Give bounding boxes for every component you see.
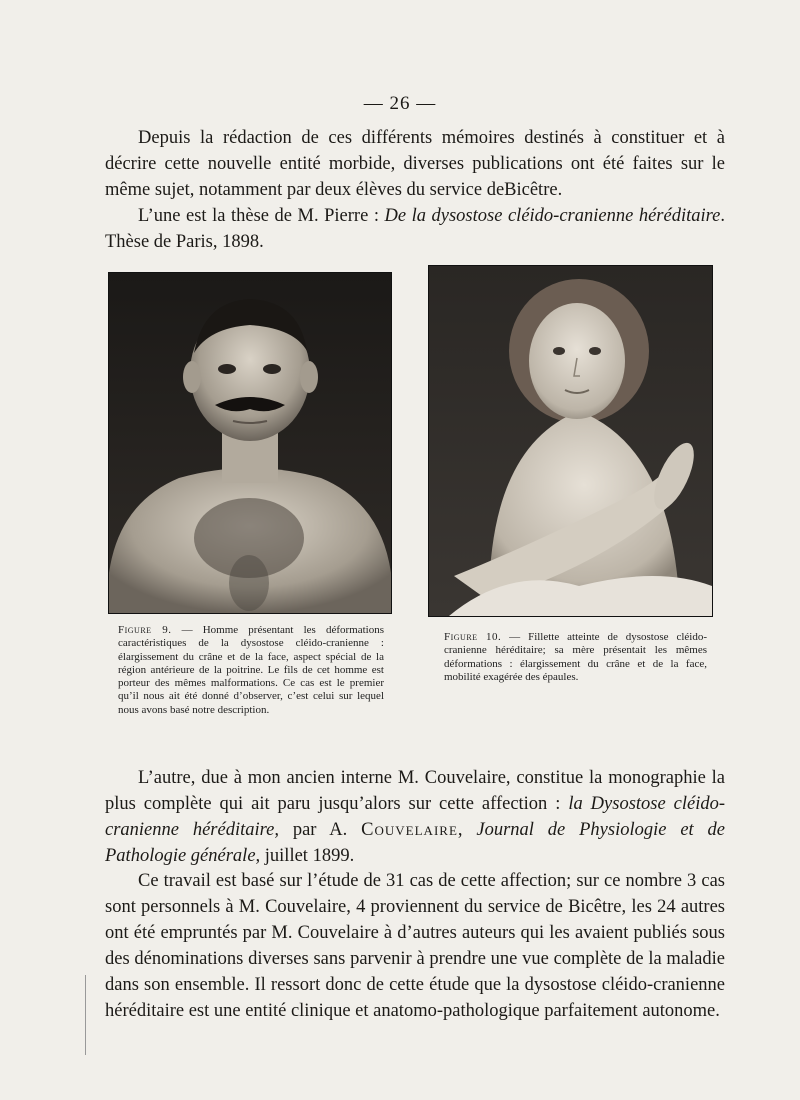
couvelaire-author: Couvelaire (361, 820, 458, 840)
margin-mark (85, 975, 86, 1055)
figure-10-caption-text: — Fillette atteinte de dysostose cléido-cranienne héréditaire; sa mère présentait les mêmes déformations : élargissement du crâne et de la face, mobilité exagérée des épaules. (444, 631, 707, 683)
figure-9-label: Figure 9. (118, 624, 172, 636)
page-number: — 26 — (363, 93, 437, 114)
pierre-thesis-text-end: . Thèse de Paris, 1898. (105, 206, 725, 252)
figure-9-caption-text: — Homme présentant les déformations caractéristiques de la dysostose cléido-cranienne : élargissement du crâne et de la face, aspect spécial de la région antérieure de la poitrine. Le fils de cet homme est porteur des mêmes malformations. Ce cas est le premier qu’il nous ait été donné d’observer, c’est celui sur lequel nous avons basé notre description. (118, 624, 385, 716)
couvelaire-text-sep: , (457, 820, 477, 840)
figure-9-caption (108, 624, 390, 717)
figure-10-label: Figure 10. (444, 631, 502, 643)
pierre-thesis-text-start: L’une est la thèse de M. Pierre : (138, 206, 385, 226)
journal-title: Journal de Physiologie et de Pathologie générale, (105, 820, 726, 866)
figure-10-photo (428, 265, 713, 617)
figure-9 (108, 272, 390, 717)
figure-10 (428, 265, 711, 684)
figure-9-photo (108, 272, 392, 614)
paragraph-intro: Depuis la rédaction de ces différents mémoires destinés à constituer et à décrire cette nouvelle entité morbide, diverses publications ont été faites sur le même sujet, notamment par deux élèves du service deBicêtre. (105, 128, 725, 200)
couvelaire-text-mid: par A. (278, 820, 362, 840)
paragraph-couvelaire (105, 765, 725, 869)
pierre-thesis-title: De la dysostose cléido-cranienne héréditaire (384, 206, 721, 226)
paragraph-pierre-thesis (105, 203, 725, 255)
couvelaire-text-end: juillet 1899. (260, 846, 355, 866)
paragraph-study-summary: Ce travail est basé sur l’étude de 31 cas de cette affection; sur ce nombre 3 cas sont personnels à M. Couvelaire, 4 proviennent du service de Bicêtre, les 24 autres ont été empruntés par M. Couvelaire à d’autres auteurs qui les avaient publiés sous des dénominations diverses sans parvenir à prendre une vue complète de la maladie dans son ensemble. Il ressort donc de cette étude que la dysostose cléido-cranienne héréditaire est une entité clinique et anatomo-pathologique parfaitement autonome. (105, 871, 725, 1021)
couvelaire-text-start: L’autre, due à mon ancien interne M. Couvelaire, constitue la monographie la plus complète qui ait paru jusqu’alors sur cette affection : (105, 768, 725, 814)
couvelaire-monograph-title: la Dysostose cléido-cranienne héréditaire, (105, 794, 725, 840)
figure-10-caption (428, 631, 711, 684)
